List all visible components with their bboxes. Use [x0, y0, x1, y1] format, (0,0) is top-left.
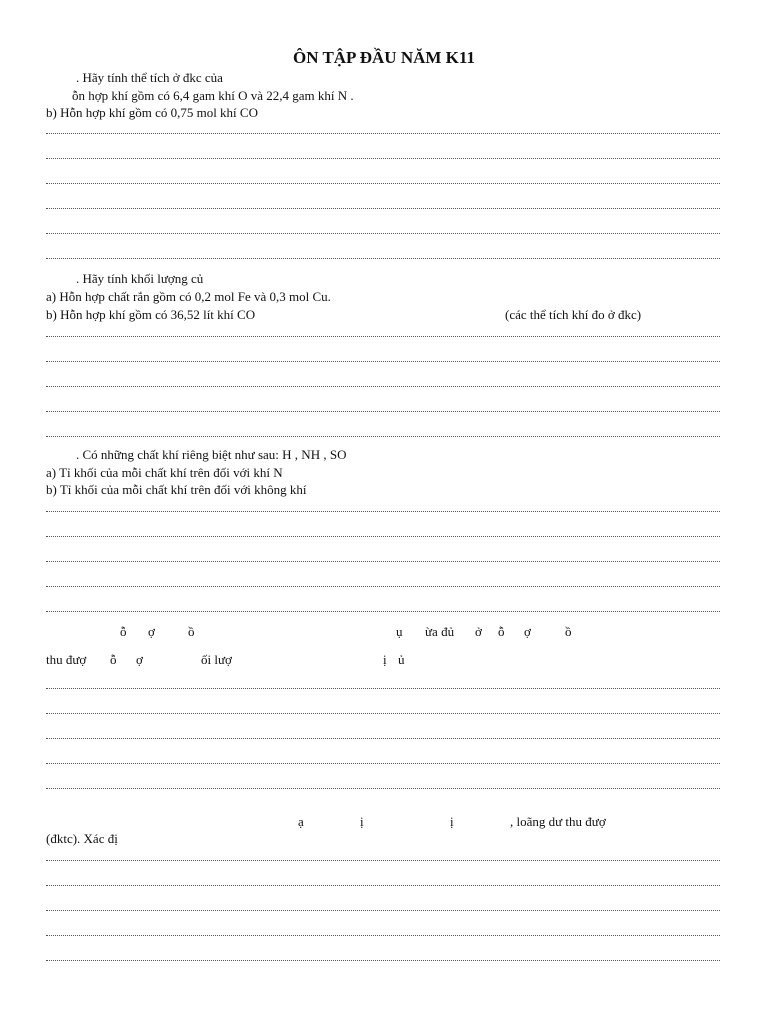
- answer-line[interactable]: [46, 361, 720, 362]
- q4-fragment: ỗ: [498, 624, 505, 639]
- answer-line[interactable]: [46, 935, 720, 936]
- q4-fragment: ối lượ: [201, 652, 232, 667]
- answer-line[interactable]: [46, 738, 720, 739]
- answer-line[interactable]: [46, 183, 720, 184]
- q3-line1: . Có những chất khí riêng biệt như sau: H , NH , SO: [76, 447, 347, 462]
- q4-fragment: ợ: [524, 624, 531, 639]
- q2-line1: . Hãy tính khối lượng củ: [76, 271, 204, 286]
- answer-line[interactable]: [46, 586, 720, 587]
- answer-line[interactable]: [46, 336, 720, 337]
- q2-note: (các thể tích khí đo ở đkc): [505, 307, 642, 322]
- answer-line[interactable]: [46, 233, 720, 234]
- q5-line2: (đktc). Xác đị: [46, 831, 118, 846]
- q4-fragment: ồ: [565, 624, 572, 639]
- answer-line[interactable]: [46, 436, 720, 437]
- q4-fragment: ợ: [136, 652, 143, 667]
- answer-line[interactable]: [46, 960, 720, 961]
- q1-line2: ỗn hợp khí gồm có 6,4 gam khí O và 22,4 gam khí N .: [72, 88, 354, 103]
- answer-line[interactable]: [46, 411, 720, 412]
- q4-fragment: ừa đủ: [425, 624, 455, 639]
- q4-fragment: ỗ: [110, 652, 117, 667]
- answer-line[interactable]: [46, 611, 720, 612]
- answer-line[interactable]: [46, 910, 720, 911]
- q5-fragment: ị: [360, 814, 364, 829]
- q1-line1: . Hãy tính thể tích ở đkc của: [76, 70, 223, 85]
- answer-line[interactable]: [46, 788, 720, 789]
- q1-line3: b) Hỗn hợp khí gồm có 0,75 mol khí CO: [46, 105, 258, 120]
- q4-fragment: ở: [475, 624, 482, 639]
- answer-line[interactable]: [46, 158, 720, 159]
- page-title: ÔN TẬP ĐẦU NĂM K11: [293, 48, 475, 67]
- q3-line3: b) Tỉ khối của mỗi chất khí trên đối với không khí: [46, 482, 307, 497]
- answer-line[interactable]: [46, 536, 720, 537]
- q3-line2: a) Tỉ khối của mỗi chất khí trên đối với khí N: [46, 465, 283, 480]
- answer-line[interactable]: [46, 688, 720, 689]
- q4-fragment: ợ: [148, 624, 155, 639]
- q2-line2: a) Hỗn hợp chất rắn gồm có 0,2 mol Fe và 0,3 mol Cu.: [46, 289, 331, 304]
- q4-line2: thu đượ: [46, 652, 87, 667]
- q4-fragment: ị: [383, 652, 387, 667]
- answer-line[interactable]: [46, 561, 720, 562]
- answer-line[interactable]: [46, 763, 720, 764]
- q5-fragment: ạ: [298, 814, 304, 829]
- q5-fragment: , loãng dư thu đượ: [510, 814, 606, 829]
- answer-line[interactable]: [46, 133, 720, 134]
- q4-fragment: ỗ: [120, 624, 127, 639]
- q4-fragment: ủ: [398, 652, 405, 667]
- answer-line[interactable]: [46, 208, 720, 209]
- q2-line3: b) Hỗn hợp khí gồm có 36,52 lít khí CO: [46, 307, 256, 322]
- q5-fragment: ị: [450, 814, 454, 829]
- q4-fragment: ồ: [188, 624, 195, 639]
- q4-fragment: ụ: [396, 624, 403, 639]
- answer-line[interactable]: [46, 511, 720, 512]
- answer-line[interactable]: [46, 258, 720, 259]
- answer-line[interactable]: [46, 386, 720, 387]
- answer-line[interactable]: [46, 860, 720, 861]
- answer-line[interactable]: [46, 885, 720, 886]
- answer-line[interactable]: [46, 713, 720, 714]
